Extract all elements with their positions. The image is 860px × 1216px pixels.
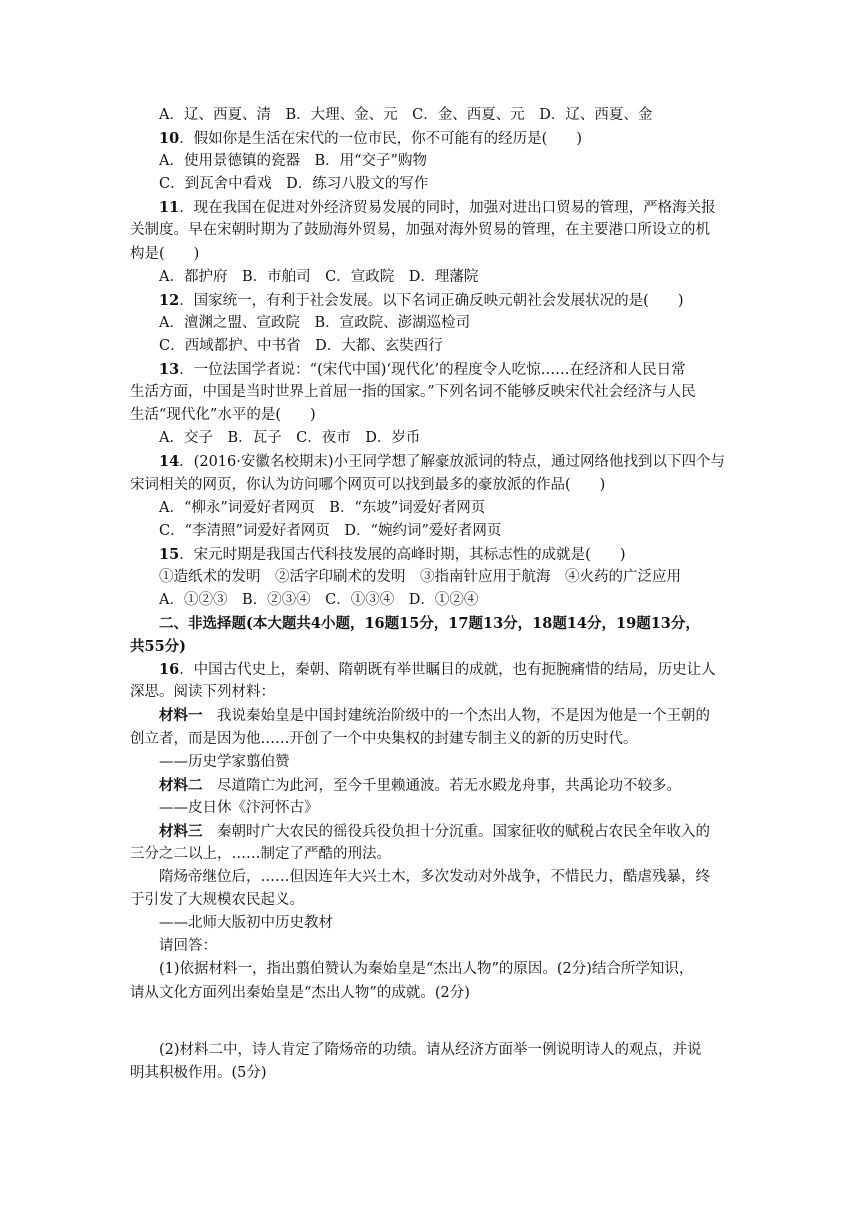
q14-stem-line1: 14．(2016·安徽名校期末)小王同学想了解豪放派词的特点，通过网络他找到以下四个与 [159, 453, 726, 471]
q14-number: 14 [159, 453, 180, 471]
part1-line1: (1)依据材料一，指出翦伯赞认为秦始皇是“杰出人物”的原因。(2分)结合所学知识， [159, 961, 694, 978]
q15-number: 15 [159, 545, 180, 563]
q11-options: A．都护府 B．市舶司 C．宣政院 D．理藩院 [159, 268, 479, 285]
material2-label: 材料二 [159, 776, 203, 794]
q14-options-cd: C．“李清照”词爱好者网页 D．“婉约词”爱好者网页 [159, 522, 502, 539]
q13-stem-line2: 生活方面，中国是当时世界上首屈一指的国家。”下列名词不能够反映宋代社会经济与人民 [130, 384, 696, 401]
material3-line4: 于引发了大规模农民起义。 [130, 892, 304, 909]
material1-source: ——历史学家翦伯赞 [159, 753, 290, 770]
q12-number: 12 [159, 291, 180, 309]
material1-line2: 创立者，而是因为他……开创了一个中央集权的封建专制主义的新的历史时代。 [130, 730, 638, 747]
q12-options-cd: C．西域都护、中书省 D．大都、玄奘西行 [159, 337, 443, 354]
material1-label: 材料一 [159, 707, 203, 725]
material3-line2: 三分之二以上，……制定了严酷的刑法。 [130, 846, 391, 862]
q16-stem-line2: 深思。阅读下列材料： [130, 684, 275, 701]
q11-stem-line1: 11．现在我国在促进对外经济贸易发展的同时，加强对进出口贸易的管理，严格海关报 [159, 199, 716, 217]
material3-line3: 隋炀帝继位后，……但因连年大兴土木，多次发动对外战争，不惜民力，酷虐残暴，终 [159, 869, 710, 886]
q15-items: ①造纸术的发明 ②活字印刷术的发明 ③指南针应用于航海 ④火药的广泛应用 [159, 568, 681, 585]
ask-label: 请回答： [159, 938, 217, 955]
material2-source: ——皮日休《汴河怀古》 [159, 799, 319, 816]
part2-line2: 明其积极作用。(5分) [130, 1064, 267, 1081]
material3-source: ——北师大版初中历史教材 [159, 915, 333, 932]
part1-line2: 请从文化方面列出秦始皇是“杰出人物”的成就。(2分) [130, 984, 470, 1001]
q10-number: 10 [159, 130, 180, 148]
q12-options-ab: A．澶渊之盟、宣政院 B．宣政院、澎湖巡检司 [159, 314, 471, 331]
exam-page [130, 104, 730, 1085]
q14-options-ab: A．“柳永”词爱好者网页 B．“东坡”词爱好者网页 [159, 499, 486, 516]
q14-stem-line2: 宋词相关的网页，你认为访问哪个网页可以找到最多的豪放派的作品( ) [130, 476, 606, 493]
part2-line1: (2)材料二中，诗人肯定了隋炀帝的功绩。请从经济方面举一例说明诗人的观点，并说 [159, 1041, 702, 1058]
q10-options-cd: C．到瓦舍中看戏 D．练习八股文的写作 [159, 176, 429, 193]
q13-options: A．交子 B．瓦子 C．夜市 D．岁币 [159, 430, 421, 447]
q9-options: A．辽、西夏、清 B．大理、金、元 C．金、西夏、元 D．辽、西夏、金 [159, 107, 653, 123]
material3-label: 材料三 [159, 822, 203, 840]
q16-stem-line1: 16．中国古代史上，秦朝、隋朝既有举世瞩目的成就，也有扼腕痛惜的结局，历史让人 [159, 661, 716, 679]
q15-stem: 15．宋元时期是我国古代科技发展的高峰时期，其标志性的成就是( ) [159, 545, 626, 563]
q16-number: 16 [159, 661, 180, 679]
section-title-line2: 共55分) [130, 638, 187, 656]
q10-options-ab: A．使用景德镇的瓷器 B．用“交子”购物 [159, 153, 427, 170]
q13-stem-line3: 生活“现代化”水平的是( ) [130, 407, 316, 424]
q11-stem-line2: 关制度。早在宋朝时期为了鼓励海外贸易，加强对海外贸易的管理，在主要港口所设立的机 [130, 222, 710, 239]
q11-number: 11 [159, 199, 180, 217]
q15-options: A．①②③ B．②③④ C．①③④ D．①②④ [159, 591, 479, 608]
material3-line1: 材料三 秦朝时广大农民的徭役兵役负担十分沉重。国家征收的赋税占农民全年收入的 [159, 822, 710, 840]
q11-stem-line3: 构是( ) [130, 245, 200, 262]
material2-line1: 材料二 尽道隋亡为此河，至今千里赖通波。若无水殿龙舟事，共禹论功不较多。 [159, 776, 681, 794]
q13-number: 13 [159, 361, 180, 379]
section-title-line1: 二、非选择题(本大题共4小题，16题15分，17题13分，18题14分，19题13分， [159, 615, 700, 633]
q12-stem: 12．国家统一，有利于社会发展。以下名词正确反映元朝社会发展状况的是( ) [159, 291, 684, 309]
answer-space [130, 1005, 730, 1039]
q10-stem: 10．假如你是生活在宋代的一位市民，你不可能有的经历是( ) [159, 130, 582, 148]
q13-stem-line1: 13．一位法国学者说：“(宋代中国)‘现代化’的程度令人吃惊……在经济和人民日常 [159, 361, 686, 379]
material1-line1: 材料一 我说秦始皇是中国封建统治阶级中的一个杰出人物，不是因为他是一个王朝的 [159, 707, 710, 725]
